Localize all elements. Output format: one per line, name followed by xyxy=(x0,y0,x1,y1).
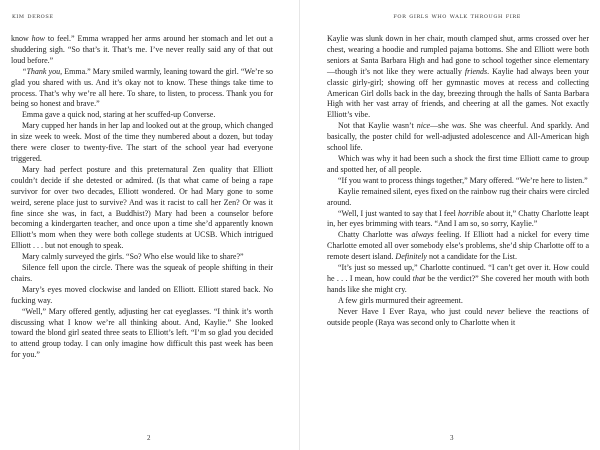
text-run: —she xyxy=(430,121,452,131)
text-run: “If you want to process things together,” Mary offered. “We’re here to listen.” xyxy=(338,175,588,185)
text-run: Kaylie was slunk down in her chair, mouth clamped shut, arms crossed over her chest, wearing a hoodie and rumpled pajama bottoms. She and Elliott were both seniors at Santa Barbara High and had gone to school together since elementary—though it’s not like they were actually xyxy=(327,34,589,76)
italic-run: horrible xyxy=(457,208,485,218)
italic-run: “Thank you, xyxy=(22,66,63,76)
text-run: A few girls murmured their agreement. xyxy=(338,295,463,305)
right-page xyxy=(300,0,600,450)
paragraph xyxy=(327,263,589,296)
text-run: “It’s just so messed up,” Charlotte continued. “I can’t get over it. How could he . . . I mean, how could xyxy=(327,263,589,283)
text-run: feeling. If Elliott had a nickel for every time Charlotte emoted all over somebody else’s problems, she’d ship Charlotte off to a remote desert island. xyxy=(327,230,590,262)
text-run: Which was why it had been such a shock the first time Elliott came to group and spotted her, of all people. xyxy=(327,153,589,174)
paragraph xyxy=(11,307,273,362)
paragraph xyxy=(11,121,273,165)
page-number-left: 2 xyxy=(147,434,151,442)
text-run: to feel.” Emma wrapped her arms around her stomach and let out a shuddering sigh. “So that’s it. That’s me. I’ve never really said any of that out loud before.” xyxy=(11,34,273,65)
paragraph xyxy=(327,307,589,329)
paragraph xyxy=(327,121,589,154)
text-run: be the verdict?” She covered her mouth with both hands like she might cry. xyxy=(327,273,590,294)
paragraph xyxy=(327,154,589,176)
text-run: about it,” Chatty Charlotte leapt in, her eyes brimming with tears. “And I am so, so sorry, Kaylie.” xyxy=(327,208,589,229)
text-run: . Kaylie had always been your classic girly-girl; showing off her gymnastic moves at recess and collecting American Girl dolls back in the day, breezing through the halls of Santa Barbara High with her vast array of friends, and cheering at all the games. Not exactly Elliott’s vibe. xyxy=(327,66,589,120)
italic-run: that xyxy=(412,273,426,283)
text-run: . She was cheerful. And sparkly. And basically, the poster child for well-adjusted adolescence and All-American high school life. xyxy=(327,121,589,153)
text-run: Not that Kaylie wasn’t xyxy=(338,121,417,131)
paragraph xyxy=(11,263,273,285)
text-run: Mary’s eyes moved clockwise and landed on Elliott. Elliott stared back. No fucking way. xyxy=(11,284,273,305)
paragraph xyxy=(11,34,273,67)
text-run: Chatty Charlotte was xyxy=(338,230,412,240)
paragraph xyxy=(11,110,273,121)
left-page-body xyxy=(11,34,273,361)
paragraph xyxy=(327,209,589,231)
text-run: know xyxy=(11,34,32,43)
page-number-right: 3 xyxy=(450,434,454,442)
paragraph xyxy=(11,285,273,307)
text-run: Never Have I Ever Raya, who just could xyxy=(338,306,487,316)
text-run: “Well,” Mary offered gently, adjusting her cat eyeglasses. “I think it’s worth discussing what I know we’re all thinking about. And, Kaylie.” She looked toward the blond girl seated three seats to Elliott’s left. “I’m so glad you decided to attend group today. I can only imagine how difficult this past week has been for you.” xyxy=(11,306,273,360)
italic-run: never xyxy=(486,306,505,316)
text-run: Mary had perfect posture and this preternatural Zen quality that Elliott couldn’t decide if she detested or admired. (Is that what came of being a rape survivor for over two decades, Elliott wondered. Or had Mary gone to some weird, serene place just to survive? And was it racist to call her Zen? Or was it fine since she was, in fact, a Buddhist?) Mary had been a counselor before becoming a kindergarten teacher, and once upon a time she’d apparently known Elliott’s mom when they were both college students at UCSB. Which intrigued Elliott . . . but not enough to speak. xyxy=(11,164,273,251)
text-run: Silence fell upon the circle. There was the squeak of people shifting in their chairs. xyxy=(11,263,273,283)
running-head-author: kim derose xyxy=(12,12,54,20)
paragraph xyxy=(11,165,273,252)
paragraph xyxy=(327,296,589,307)
text-run: Emma gave a quick nod, staring at her scuffed-up Converse. xyxy=(22,110,216,120)
italic-run: always xyxy=(411,230,434,240)
paragraph xyxy=(11,67,273,111)
paragraph xyxy=(327,34,589,121)
text-run: Mary cupped her hands in her lap and looked out at the group, which changed in size week to week. Most of the time they numbered about a dozen, but today there were closer to twenty-five. The start of the school year had everyone triggered. xyxy=(11,121,273,163)
right-page-body xyxy=(327,34,589,328)
italic-run: nice xyxy=(416,121,431,131)
running-head-title: for girls who walk through fire xyxy=(393,12,521,20)
text-run: believe the reactions of outside people (Raya was second only to Charlotte when it xyxy=(327,306,589,327)
italic-run: Definitely xyxy=(395,252,427,262)
text-run: not a candidate for the List. xyxy=(426,252,517,262)
paragraph xyxy=(327,230,589,263)
page-gutter xyxy=(299,0,300,450)
paragraph xyxy=(327,187,589,209)
paragraph xyxy=(327,176,589,187)
italic-run: was xyxy=(451,121,465,131)
text-run: Emma.” Mary smiled warmly, leaning toward the girl. “We’re so glad you shared with us. And it’s okay not to know. These things take time to process. That’s why we’re all here. To share, to listen, to process. Thank you for being so honest and brave.” xyxy=(11,66,273,109)
italic-run: how xyxy=(31,34,46,43)
italic-run: friends xyxy=(464,66,488,76)
paragraph xyxy=(11,252,273,263)
text-run: Kaylie remained silent, eyes fixed on the rainbow rug their chairs were circled around. xyxy=(327,186,589,207)
text-run: Mary calmly surveyed the girls. “So? Who else would like to share?” xyxy=(22,252,244,262)
text-run: “Well, I just wanted to say that I feel xyxy=(338,208,458,218)
